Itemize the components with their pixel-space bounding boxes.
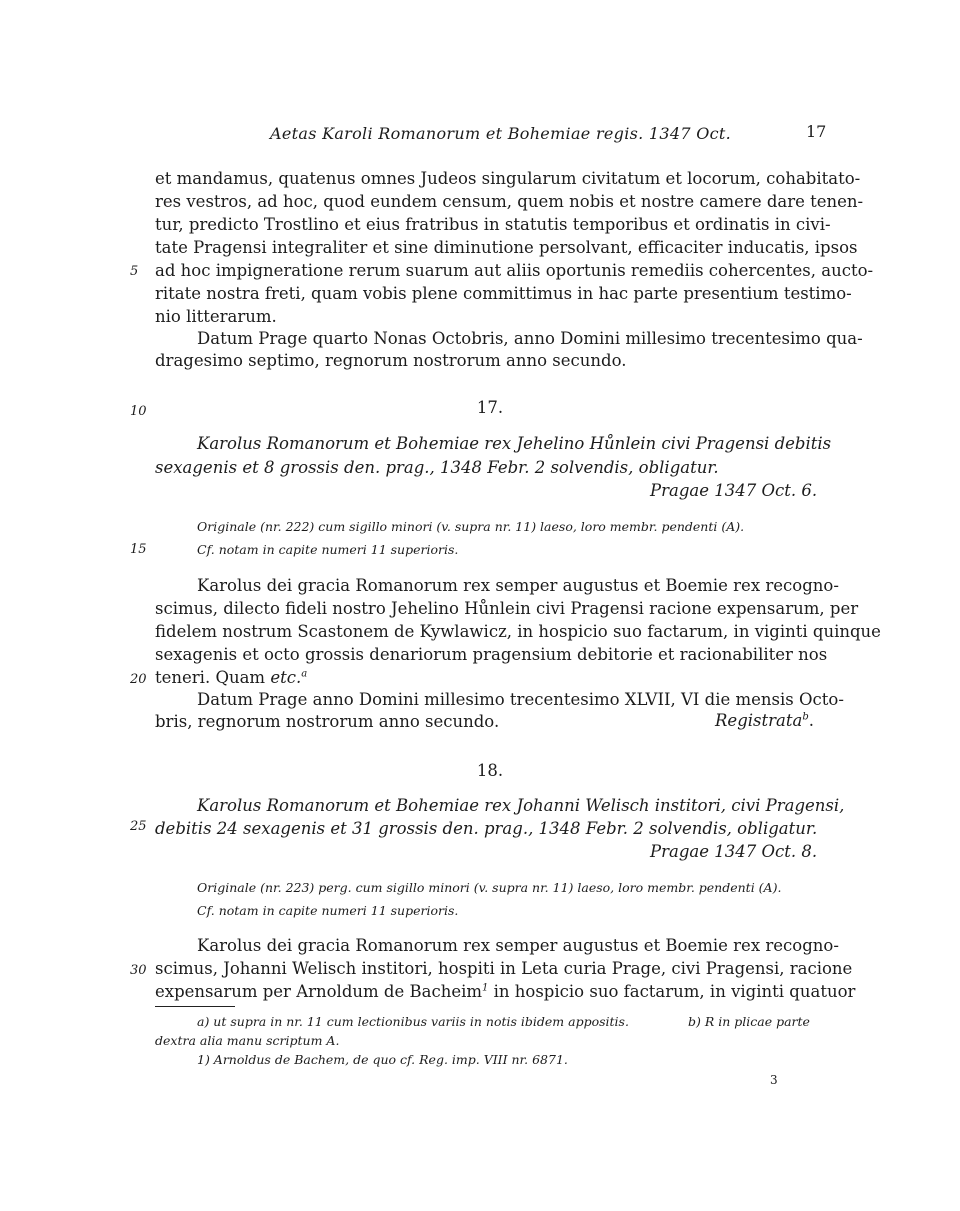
footnote-mark: 1	[482, 982, 489, 994]
place-date: Pragae 1347 Oct. 8.	[650, 842, 818, 861]
text-line	[155, 667, 825, 689]
regest-line: sexagenis et 8 grossis den. prag., 1348 Febr. 2 solvendis, obligatur.	[155, 458, 719, 477]
archival-note: Cf. notam in capite numeri 11 superioris.	[197, 542, 459, 557]
text-fragment: expensarum per Arnoldum de Bacheim	[155, 982, 483, 1001]
place-date: Pragae 1347 Oct. 6.	[650, 481, 818, 500]
text-line	[155, 981, 856, 1003]
text-line: ritate nostra freti, quam vobis plene committimus in hac parte presentium testimo-	[155, 284, 852, 303]
signature-mark: 3	[770, 1073, 778, 1087]
text-line: et mandamus, quatenus omnes Judeos singularum civitatum et locorum, cohabitato-	[155, 169, 861, 188]
datum-line: dragesimo septimo, regnorum nostrorum anno secundo.	[155, 351, 627, 370]
regest-line: Karolus Romanorum et Bohemiae rex Johanni Welisch institori, civi Pragensi,	[197, 796, 845, 815]
footnote-b-continued: dextra alia manu scriptum A.	[155, 1033, 340, 1048]
page-number: 17	[806, 122, 827, 141]
registrata-text: Registrata	[715, 711, 803, 730]
document-number: 17.	[476, 398, 504, 417]
footnote-1: 1) Arnoldus de Bachem, de quo cf. Reg. imp. VIII nr. 6871.	[197, 1052, 568, 1067]
footnote-a: a) ut supra in nr. 11 cum lectionibus variis in notis ibidem appositis.	[197, 1014, 629, 1029]
text-line: Karolus dei gracia Romanorum rex semper augustus et Boemie rex recogno-	[197, 936, 839, 955]
text-line: Karolus dei gracia Romanorum rex semper augustus et Boemie rex recogno-	[197, 576, 839, 595]
line-number: 5	[130, 264, 139, 279]
line-number: 15	[130, 542, 147, 557]
registrata-note	[715, 711, 814, 730]
footnote-b: b) R in plicae parte	[688, 1014, 810, 1029]
regest-line: Karolus Romanorum et Bohemiae rex Jehelino Hůnlein civi Pragensi debitis	[197, 434, 832, 453]
datum-line: Datum Prage quarto Nonas Octobris, anno Domini millesimo trecentesimo qua-	[197, 329, 863, 348]
text-line: fidelem nostrum Scastonem de Kywlawicz, in hospicio suo factarum, in viginti quinque	[155, 622, 881, 641]
regest-line: debitis 24 sexagenis et 31 grossis den. prag., 1348 Febr. 2 solvendis, obligatur.	[155, 819, 818, 838]
etc-abbreviation: etc.	[270, 668, 302, 687]
text-line: nio litterarum.	[155, 307, 277, 326]
line-number: 10	[130, 404, 147, 419]
document-number: 18.	[476, 761, 504, 780]
line-number: 20	[130, 672, 147, 687]
text-line: scimus, dilecto fideli nostro Jehelino Hůnlein civi Pragensi racione expensarum, per	[155, 599, 859, 618]
text-line: scimus, Johanni Welisch institori, hospiti in Leta curia Prage, civi Pragensi, racione	[155, 959, 853, 978]
registrata-end: .	[808, 711, 814, 730]
running-header: Aetas Karoli Romanorum et Bohemiae regis. 1347 Oct.	[270, 124, 732, 143]
text-line: res vestros, ad hoc, quod eundem censum, quem nobis et nostre camere dare tenen-	[155, 192, 864, 211]
text-fragment: in hospicio suo factarum, in viginti quatuor	[488, 982, 856, 1001]
line-number: 25	[130, 819, 147, 834]
footnote-mark: b	[802, 711, 809, 723]
footnote-divider	[155, 1006, 235, 1007]
datum-line: bris, regnorum nostrorum anno secundo.	[155, 712, 500, 731]
text-line: tate Pragensi integraliter et sine diminutione persolvant, efficaciter inducatis, ipsos	[155, 238, 858, 257]
text-line: sexagenis et octo grossis denariorum pragensium debitorie et racionabiliter nos	[155, 645, 828, 664]
archival-note: Originale (nr. 222) cum sigillo minori (v. supra nr. 11) laeso, loro membr. pendenti (A).	[197, 519, 745, 534]
line-number: 30	[130, 963, 147, 978]
archival-note: Cf. notam in capite numeri 11 superioris.	[197, 903, 459, 918]
text-line: tur, predicto Trostlino et eius fratribus in statutis temporibus et ordinatis in civi-	[155, 215, 831, 234]
archival-note: Originale (nr. 223) perg. cum sigillo minori (v. supra nr. 11) laeso, loro membr. pendenti (A).	[197, 880, 782, 895]
text-fragment: teneri. Quam	[155, 668, 266, 687]
footnote-mark: a	[301, 668, 308, 680]
text-line: ad hoc impigneratione rerum suarum aut aliis oportunis remediis cohercentes, aucto-	[155, 261, 874, 280]
datum-line: Datum Prage anno Domini millesimo trecentesimo XLVII, VI die mensis Octo-	[197, 690, 844, 709]
